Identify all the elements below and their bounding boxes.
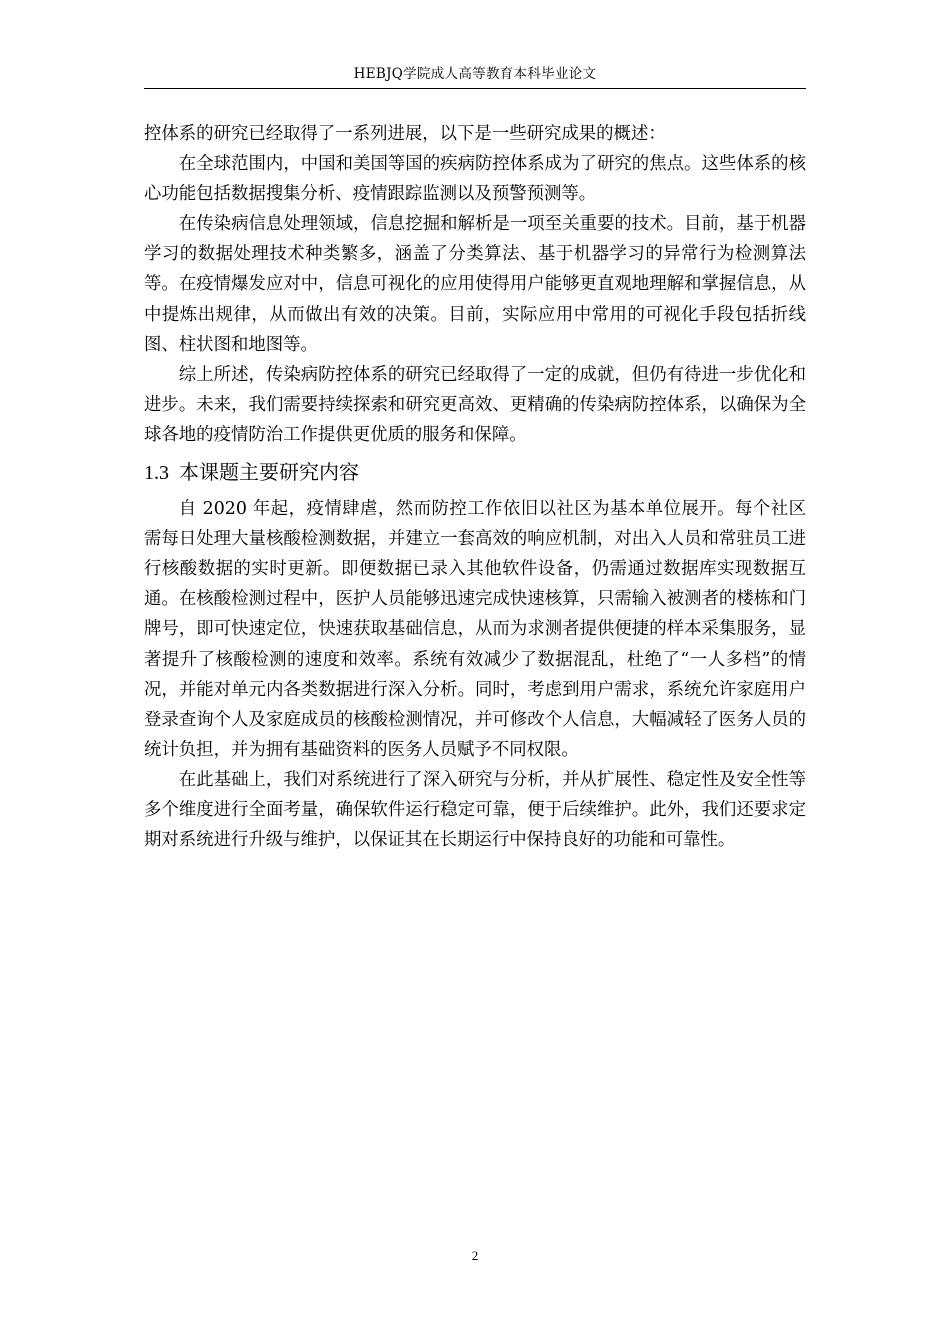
paragraph: 控体系的研究已经取得了一系列进展，以下是一些研究成果的概述： [144, 124, 666, 144]
header-divider [144, 88, 806, 89]
page-header: HEBJQ学院成人高等教育本科毕业论文 [353, 66, 597, 82]
section-heading [144, 454, 806, 491]
section-title: 本课题主要研究内容 [179, 460, 359, 485]
paragraph: 在此基础上，我们对系统进行了深入研究与分析，并从扩展性、稳定性及安全性等多个维度进行全面考量，确保软件运行稳定可靠，便于后续维护。此外，我们还要求定期对系统进行升级与维护，以保证其在长期运行中保持良好的功能和可靠性。 [144, 769, 806, 851]
page-number: 2 [471, 1248, 479, 1263]
paragraph: 综上所述，传染病防控体系的研究已经取得了一定的成就，但仍有待进一步优化和进步。未来，我们需要持续探索和研究更高效、更精确的传染病防控体系，以确保为全球各地的疫情防治工作提供更优质的服务和保障。 [144, 364, 806, 445]
paragraph: 在传染病信息处理领域，信息挖掘和解析是一项至关重要的技术。目前，基于机器学习的数据处理技术种类繁多，涵盖了分类算法、基于机器学习的异常行为检测算法等。在疫情爆发应对中，信息可视化的应用使得用户能够更直观地理解和掌握信息，从中提炼出规律，从而做出有效的决策。目前，实际应用中常用的可视化手段包括折线图、柱状图和地图等。 [144, 214, 806, 355]
paragraph: 在全球范围内，中国和美国等国的疾病防控体系成为了研究的焦点。这些体系的核心功能包括数据搜集分析、疫情跟踪监测以及预警预测等。 [144, 154, 806, 205]
paragraph: 自 2020 年起，疫情肆虐，然而防控工作依旧以社区为基本单位展开。每个社区需每日处理大量核酸检测数据，并建立一套高效的响应机制，对出入人员和常驻员工进行核酸数据的实时更新。即便数据已录入其他软件设备，仍需通过数据库实现数据互通。在核酸检测过程中，医护人员能够迅速完成快速核算，只需输入被测者的楼栋和门牌号，即可快速定位，快速获取基础信息，从而为求测者提供便捷的样本采集服务，显著提升了核酸检测的速度和效率。系统有效减少了数据混乱，杜绝了“一人多档”的情况，并能对单元内各类数据进行深入分析。同时，考虑到用户需求，系统允许家庭用户登录查询个人及家庭成员的核酸检测情况，并可修改个人信息，大幅减轻了医务人员的统计负担，并为拥有基础资料的医务人员赋予不同权限。 [144, 499, 806, 760]
section-number: 1.3 [144, 462, 169, 485]
document-body [144, 119, 806, 855]
